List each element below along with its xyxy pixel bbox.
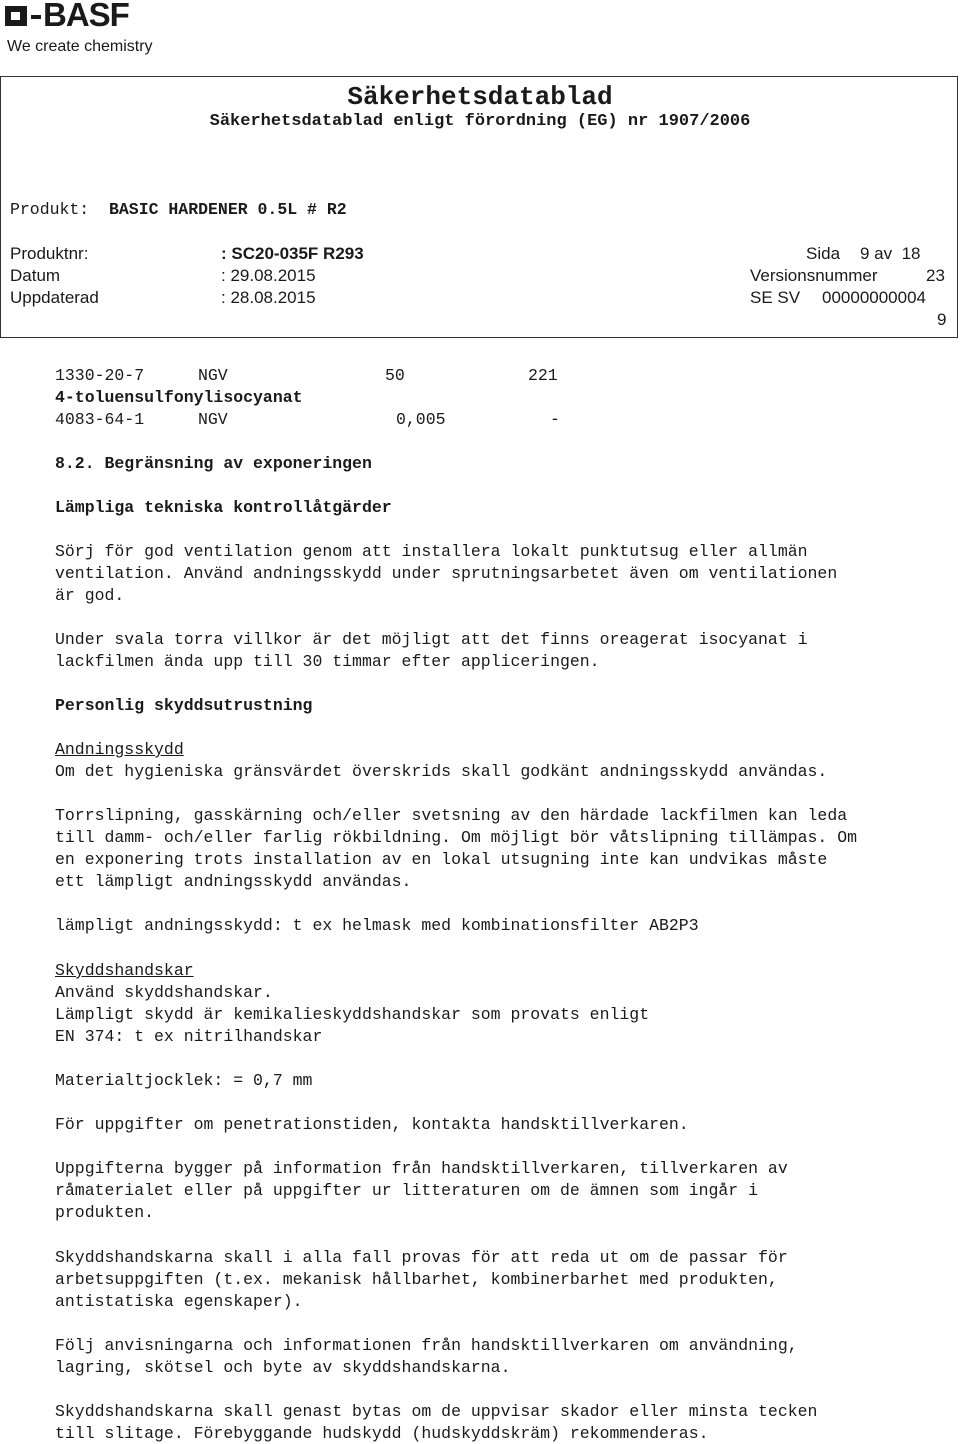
logo-tagline: We create chemistry [7,38,153,55]
paragraph-line: produkten. [55,1203,155,1222]
gloves-heading: Skyddshandskar [55,961,194,980]
paragraph-line: För uppgifter om penetrationstiden, kontakta handsktillverkaren. [55,1115,689,1134]
page-title: Säkerhetsdatablad [347,82,613,112]
date-label: Datum [10,266,61,285]
paragraph-line: lämpligt andningsskydd: t ex helmask med kombinationsfilter AB2P3 [55,916,699,935]
table-row-value2: 221 [528,366,558,385]
respiratory-heading: Andningsskydd [55,740,184,759]
section-heading: 8.2. Begränsning av exponeringen [55,454,372,473]
paragraph-line: Uppgifterna bygger på information från handsktillverkaren, tillverkaren av [55,1159,788,1178]
paragraph-line: lagring, skötsel och byte av skyddshandskarna. [55,1358,511,1377]
paragraph-line: Materialtjocklek: = 0,7 mm [55,1071,313,1090]
paragraph-line: lackfilmen ända upp till 30 timmar efter appliceringen. [55,652,600,671]
subsection-technical-controls: Lämpliga tekniska kontrollåtgärder [55,498,392,517]
paragraph-line: till slitage. Förebyggande hudskydd (hudskyddskräm) rekommenderas. [55,1424,709,1443]
product-value: BASIC HARDENER 0.5L # R2 [109,200,347,219]
page-value: 9 av 18 [860,244,921,263]
table-row-type: NGV [198,366,228,385]
substance-name: 4-toluensulfonylisocyanat [55,388,303,407]
document-number-overflow: 9 [937,310,947,329]
subsection-personal-protection: Personlig skyddsutrustning [55,696,313,715]
table-row-value1: 50 [385,366,405,385]
page-label: Sida [806,244,841,263]
paragraph-line: en exponering trots installation av en lokal utsugning inte kan undvikas måste [55,850,828,869]
basf-logo [3,2,163,60]
logo-square-icon [5,6,27,26]
logo-brand: BASF [43,0,129,33]
updated-value: : 28.08.2015 [221,288,316,307]
paragraph-line: Torrslipning, gasskärning och/eller svetsning av den härdade lackfilmen kan leda [55,806,848,825]
paragraph-line: antistatiska egenskaper). [55,1292,303,1311]
paragraph-line: till damm- och/eller farlig rökbildning. Om möjligt bör våtslipning tillämpas. Om [55,828,858,847]
product-number-label: Produktnr: [10,244,89,263]
paragraph-line: Skyddshandskarna skall genast bytas om de uppvisar skador eller minsta tecken [55,1402,818,1421]
paragraph-line: Använd skyddshandskar. [55,983,273,1002]
paragraph-line: ventilation. Använd andningsskydd under sprutningsarbetet även om ventilationen [55,564,838,583]
locale-label: SE SV [750,288,801,307]
paragraph-line: Sörj för god ventilation genom att installera lokalt punktutsug eller allmän [55,542,808,561]
table-row-value1: 0,005 [396,410,446,429]
table-row-cas: 4083-64-1 [55,410,145,429]
date-value: : 29.08.2015 [221,266,316,285]
logo-dash-icon [31,15,41,19]
paragraph-line: ett lämpligt andningsskydd användas. [55,872,412,891]
document-number: 00000000004 [822,288,927,307]
paragraph-line: Under svala torra villkor är det möjligt att det finns oreagerat isocyanat i [55,630,808,649]
table-row-value2: - [550,410,560,429]
table-row-type: NGV [198,410,228,429]
paragraph-line: Om det hygieniska gränsvärdet överskrids skall godkänt andningsskydd användas. [55,762,828,781]
paragraph-line: Skyddshandskarna skall i alla fall provas för att reda ut om de passar för [55,1248,788,1267]
updated-label: Uppdaterad [10,288,99,307]
product-number-value: : SC20-035F R293 [221,244,364,263]
product-label: Produkt: [10,200,90,219]
page-subtitle: Säkerhetsdatablad enligt förordning (EG) nr 1907/2006 [209,112,751,131]
paragraph-line: arbetsuppgiften (t.ex. mekanisk hållbarhet, kombinerbarhet med produkten, [55,1270,778,1289]
version-value: 23 [926,266,945,285]
paragraph-line: EN 374: t ex nitrilhandskar [55,1027,323,1046]
table-row-cas: 1330-20-7 [55,366,145,385]
paragraph-line: Följ anvisningarna och informationen från handsktillverkaren om användning, [55,1336,798,1355]
paragraph-line: råmaterialet eller på uppgifter ur litteraturen om de ämnen som ingår i [55,1181,759,1200]
paragraph-line: Lämpligt skydd är kemikalieskyddshandskar som provats enligt [55,1005,650,1024]
version-label: Versionsnummer [750,266,878,285]
paragraph-line: är god. [55,586,125,605]
